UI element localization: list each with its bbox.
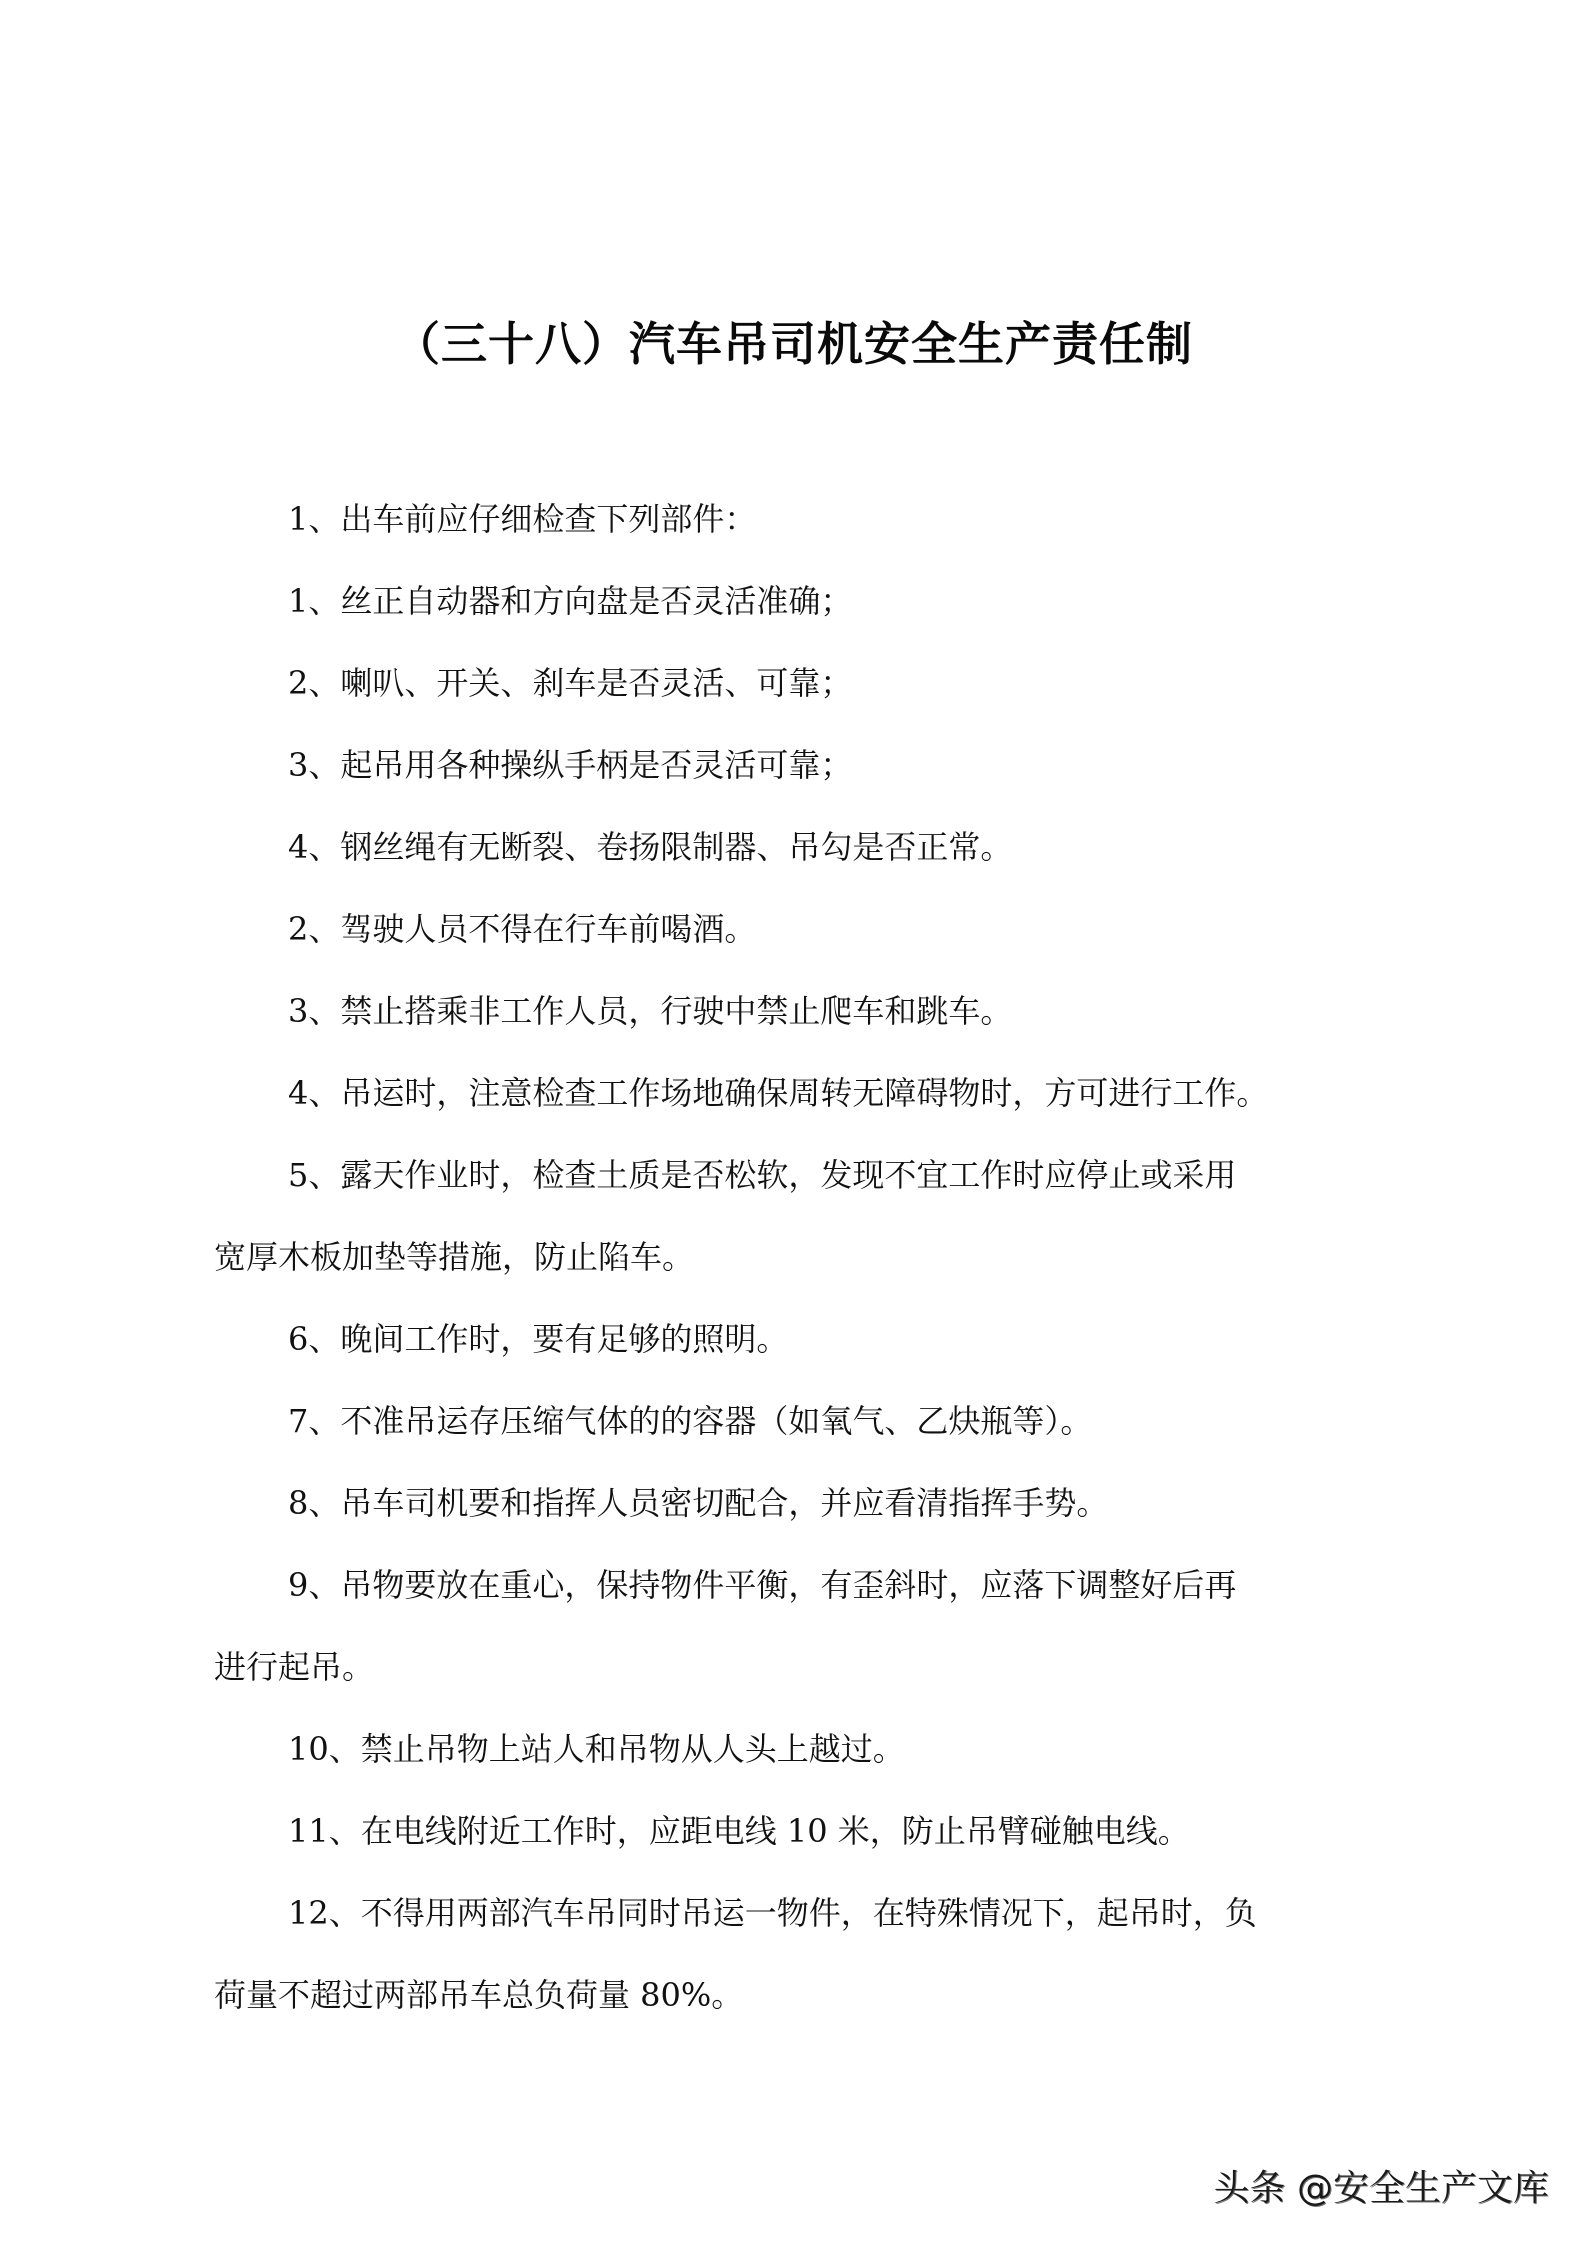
- paragraph-line: 2、驾驶人员不得在行车前喝酒。: [288, 910, 757, 948]
- paragraph-line: 3、禁止搭乘非工作人员，行驶中禁止爬车和跳车。: [288, 992, 1013, 1030]
- paragraph-line: 9、吊物要放在重心，保持物件平衡，有歪斜时，应落下调整好后再: [288, 1566, 1237, 1604]
- paragraph-line: 8、吊车司机要和指挥人员密切配合，并应看清指挥手势。: [288, 1484, 1109, 1522]
- paragraph-line: 7、不准吊运存压缩气体的的容器（如氧气、乙炔瓶等）。: [288, 1402, 1093, 1440]
- paragraph-line: 1、丝正自动器和方向盘是否灵活准确；: [288, 582, 853, 620]
- source-watermark: 头条 @安全生产文库: [1213, 2168, 1549, 2209]
- paragraph-line: 1、出车前应仔细检查下列部件：: [288, 500, 757, 538]
- paragraph-line: 5、露天作业时，检查土质是否松软，发现不宜工作时应停止或采用: [288, 1156, 1237, 1194]
- paragraph-line: 4、钢丝绳有无断裂、卷扬限制器、吊勾是否正常。: [288, 828, 1013, 866]
- paragraph-line: 3、起吊用各种操纵手柄是否灵活可靠；: [288, 746, 853, 784]
- paragraph-continuation: 宽厚木板加垫等措施，防止陷车。: [214, 1238, 695, 1276]
- paragraph-line: 11、在电线附近工作时，应距电线 10 米，防止吊臂碰触电线。: [288, 1812, 1190, 1850]
- paragraph-line: 2、喇叭、开关、刹车是否灵活、可靠；: [288, 664, 853, 702]
- paragraph-line: 4、吊运时，注意检查工作场地确保周转无障碍物时，方可进行工作。: [288, 1074, 1269, 1112]
- paragraph-continuation: 进行起吊。: [214, 1648, 375, 1686]
- paragraph-continuation: 荷量不超过两部吊车总负荷量 80%。: [214, 1976, 744, 2014]
- paragraph-line: 10、禁止吊物上站人和吊物从人头上越过。: [288, 1730, 905, 1768]
- document-body: [214, 478, 1414, 2036]
- paragraph-line: 12、不得用两部汽车吊同时吊运一物件，在特殊情况下，起吊时，负: [288, 1894, 1257, 1932]
- paragraph-line: 6、晚间工作时，要有足够的照明。: [288, 1320, 789, 1358]
- document-title: （三十八）汽车吊司机安全生产责任制: [394, 317, 1193, 371]
